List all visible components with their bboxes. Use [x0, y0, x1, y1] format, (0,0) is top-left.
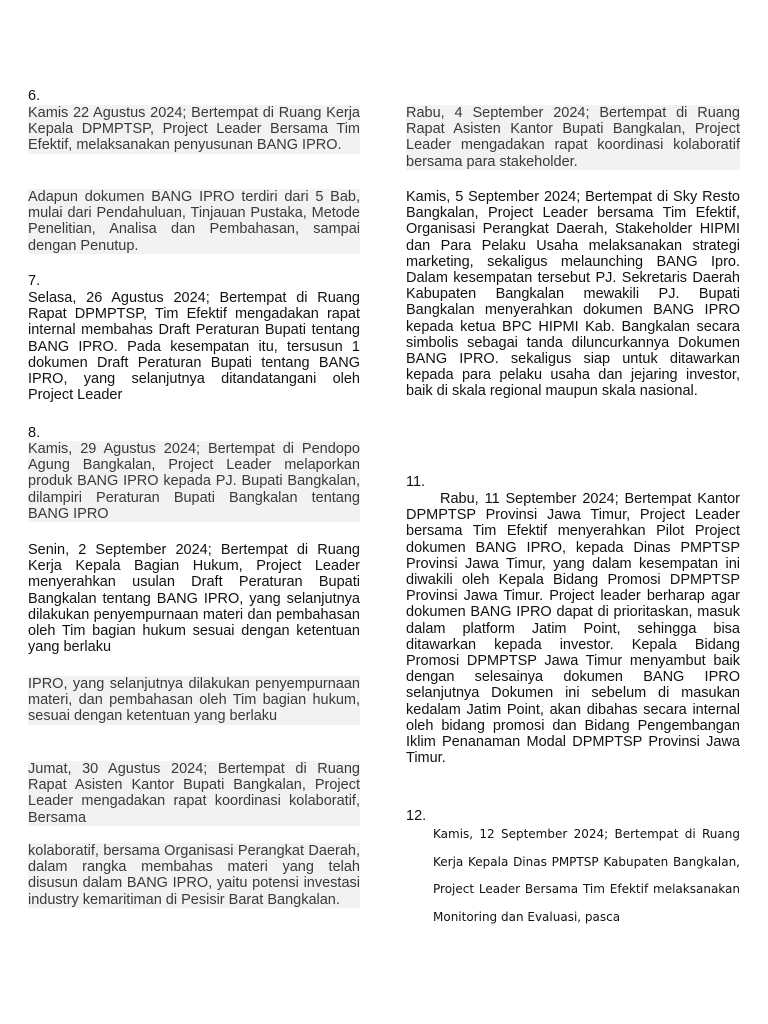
item-number-11: 11. [406, 474, 426, 490]
item-number-8: 8. [28, 425, 41, 441]
paragraph-8-laporan-bupati: Kamis, 29 Agustus 2024; Bertempat di Pendopo Agung Bangkalan, Project Leader melaporkan produk BANG IPRO kepada PJ. Bupati Bangkalan, dilampiri Peraturan Bupati Bangkalan tentang BANG IPRO [28, 441, 360, 522]
paragraph-launching-sky-resto: Kamis, 5 September 2024; Bertempat di Sky Resto Bangkalan, Project Leader bersama Tim Efektif, Organisasi Perangkat Daerah, Stakeholder HIPMI dan Para Pelaku Usaha melaksanakan strategi marketing, sekaligus melaunching BANG Ipro. Dalam kesempatan tersebut PJ. Sekretaris Daerah Kabupaten Bangkalan mewakili PJ. Bupati Bangkalan menyerahkan dokumen BANG IPRO kepada ketua BPC HIPMI Kab. Bangkalan secara simbolis sebagai tanda diluncurkannya Dokumen BANG IPRO. sekaligus siap untuk ditawarkan kepada para pelaku usaha dan jejaring investor, baik di skala regional maupun skala nasional. [406, 189, 740, 400]
paragraph-10-rapat-koordinasi: Jumat, 30 Agustus 2024; Bertempat di Ruang Rapat Asisten Kantor Bupati Bangkalan, Project Leader mengadakan rapat koordinasi kolaboratif, Bersama [28, 761, 360, 826]
paragraph-10-opd: kolaboratif, bersama Organisasi Perangkat Daerah, dalam rangka membahas materi yang telah disusun dalam BANG IPRO, yaitu potensi investasi industry kemaritiman di Pesisir Barat Bangkalan. [28, 843, 360, 908]
paragraph-stakeholder: Rabu, 4 September 2024; Bertempat di Ruang Rapat Asisten Kantor Bupati Bangkalan, Project Leader mengadakan rapat koordinasi kolaboratif bersama para stakeholder. [406, 105, 740, 170]
paragraph-11-pilot-project: Rabu, 11 September 2024; Bertempat Kantor DPMPTSP Provinsi Jawa Timur, Project Leader bersama Tim Efektif menyerahkan Pilot Project dokumen BANG IPRO, kepada Dinas PMPTSP Provinsi Jawa Timur, yang dalam kesempatan ini diwakili oleh Kepala Bidang Promosi DPMPTSP Provinsi Jawa Timur. Project leader berharap agar dokumen BANG IPRO dapat di prioritaskan, masuk dalam platform Jatim Point, sehingga bisa ditawarkan kepada investor. Kepala Bidang Promosi DPMPTSP Jawa Timur menyambut baik dengan selesainya dokumen BANG IPRO selanjutnya Dokumen ini sebelum di masukan kedalam Jatim Point, akan dibahas secara internal oleh bidang promosi dan Bidang Pengembangan Iklim Penanaman Modal DPMPTSP Provinsi Jawa Timur. [406, 491, 740, 767]
item-number-12: 12. [406, 808, 427, 824]
paragraph-12-monitoring: Kamis, 12 September 2024; Bertempat di Ruang Kerja Kepala Dinas PMPTSP Kabupaten Bangkalan, Project Leader Bersama Tim Efektif melaksanakan Monitoring dan Evaluasi, pasca [433, 827, 740, 924]
paragraph-9-bagian-hukum: Senin, 2 September 2024; Bertempat di Ruang Kerja Kepala Bagian Hukum, Project Leader menyerahkan usulan Draft Peraturan Bupati Bangkalan tentang BANG IPRO, yang selanjutnya dilakukan penyempurnaan materi dan pembahasan oleh Tim bagian hukum sesuai dengan ketentuan yang berlaku [28, 542, 360, 656]
paragraph-6-penyusunan: Kamis 22 Agustus 2024; Bertempat di Ruang Kerja Kepala DPMPTSP, Project Leader Bersama Tim Efektif, melaksanakan penyusunan BANG IPRO. [28, 105, 360, 154]
paragraph-6-dokumen-bab: Adapun dokumen BANG IPRO terdiri dari 5 Bab, mulai dari Pendahuluan, Tinjauan Pustaka, Metode Penelitian, Analisa dan Pembahasan, sampai dengan Penutup. [28, 189, 360, 254]
paragraph-7-rapat-internal: Selasa, 26 Agustus 2024; Bertempat di Ruang Rapat DPMPTSP, Tim Efektif mengadakan rapat internal membahas Draft Peraturan Bupati tentang BANG IPRO. Pada kesempatan itu, tersusun 1 dokumen Draft Peraturan Bupati tentang BANG IPRO, yang selanjutnya ditandatangani oleh Project Leader [28, 290, 360, 404]
item-number-6: 6. [28, 88, 41, 104]
paragraph-9-penyempurnaan: IPRO, yang selanjutnya dilakukan penyempurnaan materi, dan pembahasan oleh Tim bagian hukum, sesuai dengan ketentuan yang berlaku [28, 676, 360, 725]
item-number-7: 7. [28, 273, 41, 289]
